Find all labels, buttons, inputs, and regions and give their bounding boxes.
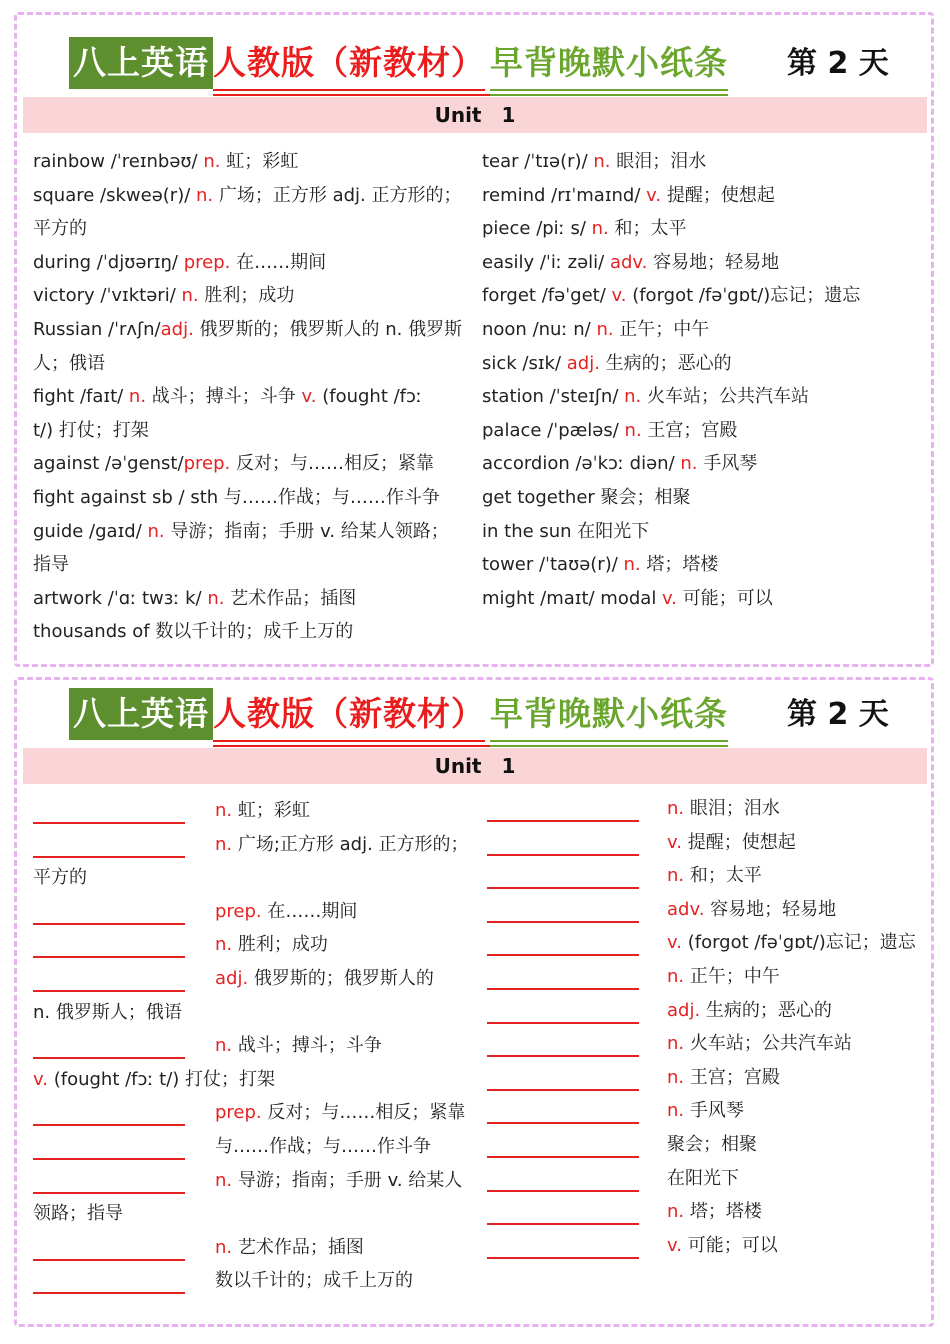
word-text: accordion /əˈkɔː diən/ [482, 453, 681, 475]
vocab-entry [33, 145, 473, 179]
part-of-speech: n. [196, 184, 214, 206]
part-of-speech: n. [203, 151, 221, 172]
vocab-entry [33, 279, 473, 313]
answer-blank[interactable] [33, 1291, 185, 1294]
word-text: in the sun 在阳光下 [482, 520, 650, 542]
part-of-speech: n. [215, 1236, 233, 1258]
vocab-entry [482, 380, 922, 414]
part-of-speech: v. [667, 932, 682, 954]
part-of-speech: v. [611, 285, 627, 307]
part-of-speech: n. [667, 865, 685, 887]
meaning-text: n. 俄罗斯人；俄语 [33, 1001, 182, 1023]
dictation-entry [33, 1029, 473, 1063]
answer-blank[interactable] [487, 819, 639, 822]
part-of-speech: prep. [183, 453, 231, 475]
part-of-speech: n. [596, 318, 614, 340]
dictation-card [14, 677, 934, 1327]
part-of-speech: n. [215, 800, 233, 821]
word-text: palace /ˈpæləs/ [482, 419, 625, 441]
meaning-text: 俄罗斯的；俄罗斯人的 n. 俄罗斯 [193, 318, 463, 340]
answer-blank[interactable] [487, 1189, 639, 1192]
part-of-speech: adv. [667, 898, 705, 920]
answer-blank[interactable] [487, 1222, 639, 1225]
meaning-text: 眼泪；泪水 [684, 798, 780, 819]
title-slip: 早背晚默小纸条 [490, 688, 728, 742]
word-text: tear /ˈtɪə(r)/ [482, 151, 594, 172]
vocab-entry [482, 515, 922, 549]
meaning-text: 生病的；恶心的 [700, 999, 832, 1021]
meaning-text: 艺术作品；插图 [224, 587, 357, 609]
meaning-text: 导游；指南；手册 v. 给某人 [232, 1169, 463, 1191]
part-of-speech: v. [662, 587, 678, 609]
dictation-column-right [487, 792, 927, 1262]
part-of-speech: n. [181, 285, 199, 307]
word-text: guide /gaɪd/ [33, 520, 148, 542]
vocab-entry [33, 615, 473, 649]
word-text: fight against sb / sth 与……作战；与……作斗争 [33, 486, 440, 508]
dictation-entry [487, 1094, 927, 1128]
vocab-entry [33, 414, 473, 448]
word-text: 平方的 [33, 218, 87, 240]
meaning-text: (forgot /fəˈgɒt/)忘记；遗忘 [626, 285, 861, 307]
card-header [17, 15, 931, 97]
word-text: tower /ˈtaʊə(r)/ [482, 554, 624, 576]
part-of-speech: n. [215, 1035, 233, 1057]
vocab-entry [482, 246, 922, 280]
part-of-speech: n. [680, 453, 698, 475]
answer-blank[interactable] [487, 1088, 639, 1091]
dictation-entry [33, 962, 473, 996]
part-of-speech: n. [128, 386, 147, 408]
meaning-text: 反对；与……相反；紧靠 [230, 453, 434, 475]
title-grade-subject: 八上英语 [69, 688, 213, 740]
meaning-text: 提醒；使想起 [661, 184, 775, 206]
part-of-speech: n. [667, 1066, 685, 1088]
word-text: might /maɪt/ modal [482, 587, 663, 609]
dictation-entry [487, 994, 927, 1028]
meaning-text: 正午；中午 [684, 965, 780, 987]
dictation-entry [33, 794, 473, 828]
part-of-speech: n. [591, 218, 609, 240]
meaning-text: 王宫；宫殿 [641, 419, 738, 441]
meaning-text: 领路；指导 [33, 1203, 123, 1225]
dictation-entry [33, 828, 473, 862]
meaning-text: 手风琴 [684, 1100, 744, 1122]
meaning-text: 虹；彩虹 [220, 151, 299, 172]
title-slip: 早背晚默小纸条 [490, 37, 728, 91]
part-of-speech: adj. [566, 352, 600, 374]
day-label: 第 2 天 [787, 46, 889, 81]
answer-blank[interactable] [487, 1121, 639, 1124]
meaning-text: 可能；可以 [681, 1234, 778, 1256]
meaning-text: 正午；中午 [613, 318, 710, 340]
meaning-text: 平方的 [33, 867, 87, 889]
part-of-speech: prep. [215, 900, 262, 922]
vocab-entry [33, 447, 473, 481]
dictation-entry [487, 792, 927, 826]
vocab-entry [482, 447, 922, 481]
part-of-speech: n. [147, 520, 165, 542]
part-of-speech: n. [215, 934, 233, 956]
vocab-column-left [33, 145, 473, 649]
answer-blank[interactable] [487, 920, 639, 923]
meaning-text: 在……期间 [230, 251, 327, 273]
meaning-text: 艺术作品；插图 [232, 1236, 364, 1258]
word-text: remind /rɪˈmaɪnd/ [482, 184, 647, 206]
dictation-entry [33, 1063, 473, 1097]
title-grade-subject: 八上英语 [69, 37, 213, 89]
answer-blank[interactable] [487, 1256, 639, 1259]
meaning-text: 容易地；轻易地 [647, 251, 780, 273]
title-edition: 人教版（新教材） [213, 37, 485, 91]
dictation-column-left [33, 794, 473, 1298]
dictation-entry [487, 1162, 927, 1196]
part-of-speech: adv. [609, 251, 648, 273]
word-text: rainbow /ˈreɪnbəʊ/ [33, 151, 204, 172]
part-of-speech: adj. [667, 999, 701, 1021]
meaning-text: 反对；与……相反；紧靠 [261, 1102, 466, 1124]
word-text: Russian /ˈrʌʃn/ [33, 318, 161, 340]
vocab-entry [33, 582, 473, 616]
meaning-text: 在……期间 [261, 900, 358, 922]
dictation-entry [487, 1128, 927, 1162]
vocab-entry [482, 279, 922, 313]
part-of-speech: n. [667, 1201, 685, 1223]
meaning-text: (fought /fɔː [316, 386, 422, 408]
answer-blank[interactable] [33, 1056, 185, 1059]
vocab-entry [482, 481, 922, 515]
meaning-text: 聚会；相聚 [667, 1133, 757, 1155]
meaning-text: 导游；指南；手册 v. 给某人领路； [164, 520, 449, 542]
vocab-entry [33, 347, 473, 381]
meaning-text: 广场;正方形 adj. 正方形的； [232, 833, 469, 855]
vocab-entry [33, 481, 473, 515]
vocab-entry [482, 212, 922, 246]
answer-blank[interactable] [33, 989, 185, 992]
vocab-entry [33, 548, 473, 582]
vocab-entry [33, 179, 473, 213]
vocab-entry [482, 548, 922, 582]
part-of-speech: n. [207, 587, 225, 609]
meaning-text: 塔；塔楼 [684, 1201, 762, 1223]
word-text: 人；俄语 [33, 352, 105, 374]
part-of-speech: adj. [215, 967, 249, 989]
vocab-column-right [482, 145, 922, 615]
meaning-text: (fought /fɔː t/) 打仗；打架 [47, 1068, 276, 1090]
meaning-text: 王宫；宫殿 [684, 1066, 780, 1088]
unit-bar: Unit 1 [23, 748, 927, 784]
dictation-entry [33, 1231, 473, 1265]
answer-blank[interactable] [33, 1191, 185, 1194]
meaning-text: 和；太平 [608, 218, 687, 240]
word-text: forget /fəˈget/ [482, 285, 612, 307]
word-text: sick /sɪk/ [482, 352, 567, 374]
answer-blank[interactable] [33, 1258, 185, 1261]
answer-blank[interactable] [487, 987, 639, 990]
word-text: square /skweə(r)/ [33, 184, 197, 206]
meaning-text: 广场；正方形 adj. 正方形的； [213, 184, 462, 206]
meaning-text: 胜利；成功 [232, 934, 328, 956]
part-of-speech: n. [667, 798, 685, 819]
meaning-text: (forgot /fəˈgɒt/)忘记；遗忘 [681, 932, 916, 954]
answer-blank[interactable] [487, 853, 639, 856]
part-of-speech: n. [624, 386, 642, 408]
part-of-speech: v. [646, 184, 662, 206]
vocab-entry [33, 246, 473, 280]
dictation-entry [33, 895, 473, 929]
meaning-text: 生病的；恶心的 [599, 352, 732, 374]
part-of-speech: v. [301, 386, 317, 408]
answer-blank[interactable] [33, 922, 185, 925]
meaning-text: 战斗；搏斗；斗争 [146, 386, 302, 408]
part-of-speech: n. [623, 554, 641, 576]
part-of-speech: prep. [215, 1102, 262, 1124]
day-label: 第 2 天 [787, 697, 889, 732]
word-text: during /ˈdjʊərɪŋ/ [33, 251, 184, 273]
answer-blank[interactable] [33, 1123, 185, 1126]
word-text: t/) 打仗；打架 [33, 419, 149, 441]
meaning-text: 数以千计的；成千上万的 [215, 1270, 413, 1292]
dictation-entry [33, 1264, 473, 1298]
vocab-entry [482, 145, 922, 179]
vocab-entry [33, 313, 473, 347]
vocab-entry [33, 212, 473, 246]
meaning-text: 可能；可以 [677, 587, 773, 609]
word-text: victory /ˈvɪktəri/ [33, 285, 182, 307]
dictation-entry [487, 893, 927, 927]
answer-blank[interactable] [487, 953, 639, 956]
part-of-speech: adj. [160, 318, 194, 340]
vocab-entry [482, 414, 922, 448]
dictation-entry [487, 826, 927, 860]
meaning-text: 眼泪；泪水 [610, 151, 707, 172]
answer-blank[interactable] [33, 1157, 185, 1160]
answer-blank[interactable] [487, 886, 639, 889]
dictation-entry [33, 1164, 473, 1198]
word-text: get together 聚会；相聚 [482, 486, 691, 508]
dictation-entry [487, 926, 927, 960]
part-of-speech: n. [215, 833, 233, 855]
word-text: easily /ˈiː zəli/ [482, 251, 610, 273]
dictation-entry [33, 996, 473, 1030]
meaning-text: 火车站；公共汽车站 [641, 386, 809, 408]
dictation-entry [33, 1197, 473, 1231]
dictation-entry [487, 859, 927, 893]
dictation-entry [487, 1195, 927, 1229]
part-of-speech: n. [624, 419, 642, 441]
word-text: against /əˈgenst/ [33, 453, 184, 475]
vocab-entry [33, 515, 473, 549]
meaning-text: 提醒；使想起 [681, 831, 796, 853]
part-of-speech: v. [667, 831, 682, 853]
title-edition: 人教版（新教材） [213, 688, 485, 742]
part-of-speech: v. [33, 1068, 48, 1090]
dictation-entry [33, 928, 473, 962]
part-of-speech: n. [593, 151, 611, 172]
vocab-entry [33, 380, 473, 414]
meaning-text: 与……作战；与……作斗争 [215, 1135, 431, 1157]
meaning-text: 塔；塔楼 [640, 554, 719, 576]
meaning-text: 容易地；轻易地 [704, 898, 837, 920]
vocab-entry [482, 313, 922, 347]
word-text: thousands of 数以千计的；成千上万的 [33, 621, 354, 643]
meaning-text: 胜利；成功 [198, 285, 295, 307]
unit-bar: Unit 1 [23, 97, 927, 133]
meaning-text: 手风琴 [697, 453, 758, 475]
answer-blank[interactable] [487, 1021, 639, 1024]
part-of-speech: n. [667, 1033, 685, 1055]
answer-blank[interactable] [33, 855, 185, 858]
vocab-entry [482, 347, 922, 381]
word-text: station /ˈsteɪʃn/ [482, 386, 625, 408]
word-text: noon /nuː n/ [482, 318, 597, 340]
word-text: 指导 [33, 554, 69, 576]
part-of-speech: v. [667, 1234, 682, 1256]
dictation-entry [487, 1061, 927, 1095]
meaning-text: 虹；彩虹 [232, 800, 310, 821]
dictation-entry [487, 960, 927, 994]
study-card [14, 12, 934, 667]
dictation-entry [33, 1130, 473, 1164]
answer-blank[interactable] [487, 1054, 639, 1057]
part-of-speech: n. [215, 1169, 233, 1191]
meaning-text: 火车站；公共汽车站 [684, 1033, 852, 1055]
dictation-entry [33, 1096, 473, 1130]
answer-blank[interactable] [487, 1155, 639, 1158]
meaning-text: 战斗；搏斗；斗争 [232, 1035, 382, 1057]
answer-blank[interactable] [33, 821, 185, 824]
part-of-speech: n. [667, 1100, 685, 1122]
answer-blank[interactable] [33, 955, 185, 958]
word-text: piece /piː s/ [482, 218, 592, 240]
dictation-entry [487, 1027, 927, 1061]
word-text: artwork /ˈɑː twɜː k/ [33, 587, 208, 609]
meaning-text: 在阳光下 [667, 1167, 739, 1189]
meaning-text: 和；太平 [684, 865, 762, 887]
meaning-text: 俄罗斯的；俄罗斯人的 [248, 967, 434, 989]
vocab-entry [482, 179, 922, 213]
vocab-entry [482, 582, 922, 616]
part-of-speech: prep. [183, 251, 231, 273]
card-header [17, 666, 931, 748]
dictation-entry [487, 1229, 927, 1263]
dictation-entry [33, 861, 473, 895]
word-text: fight /faɪt/ [33, 386, 129, 408]
part-of-speech: n. [667, 965, 685, 987]
